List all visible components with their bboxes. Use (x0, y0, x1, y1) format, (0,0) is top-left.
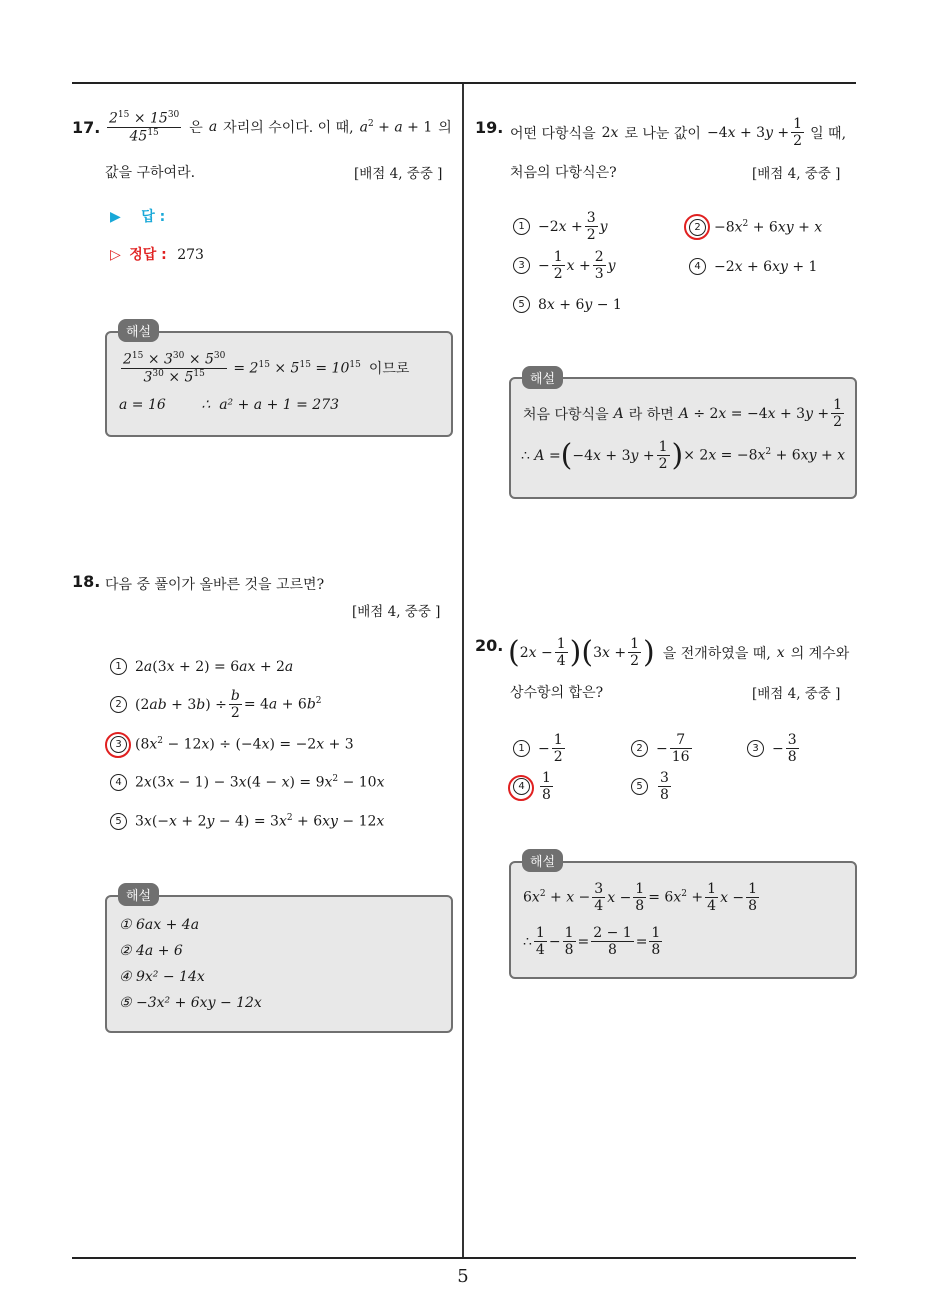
explanation-tag: 해설 (522, 849, 563, 872)
question-number: 17. (72, 118, 101, 137)
explanation-line: ① 6ax + 4a (119, 917, 200, 933)
question-text-line2: 값을 구하여라. (105, 165, 196, 181)
explanation-tag: 해설 (118, 883, 159, 906)
option-5[interactable]: 5 8x + 6y − 1 (513, 296, 622, 313)
option-5[interactable]: 5 $\frac{3}{8}$ (631, 770, 673, 803)
selected-answer-mark (105, 732, 131, 758)
explanation-line: a = 16 ∴ a² + a + 1 = 273 (119, 397, 340, 413)
answer-label: 답 : (141, 209, 166, 225)
explanation-box (509, 377, 857, 499)
option-4[interactable]: 4 $2x(3x - 1) - 3x(4 - x) = 9x^2 - 10x$ (110, 774, 384, 791)
explanation-line: 처음 다항식을 A 라 하면 A ÷ 2x = −4x + 3y + $\frac{1}{2}$ (523, 397, 843, 431)
question-text-line2: 상수항의 합은? (510, 685, 604, 701)
option-3[interactable]: 3 $(8x^2 - 12x) \div (-4x) = -2x + 3$ (110, 736, 354, 753)
selected-answer-mark (508, 775, 534, 801)
option-2[interactable]: 2 $-8x^2 + 6xy + x$ (689, 219, 822, 236)
score-label: [배점 4, 중중 ] (752, 166, 841, 182)
question-number: 19. (475, 118, 504, 137)
score-label: [배점 4, 중중 ] (352, 604, 441, 620)
option-1[interactable]: 1 − $\frac{1}{2}$ (513, 732, 567, 765)
page-number: 5 (457, 1266, 469, 1287)
question-number: 18. (72, 572, 101, 591)
fraction: $\frac{2^{15} \times 15^{30}}{45^{15}}$ (109, 110, 180, 145)
explanation-tag: 해설 (522, 366, 563, 389)
option-1[interactable]: 1 −2x + $\frac{3}{2}$ y (513, 210, 608, 243)
question-text: 어떤 다항식을 2x 로 나눈 값이 −4x + 3y + $\frac{1}{2}$ 일 때, (510, 116, 847, 150)
explanation-line: ④ 9x² − 14x (119, 969, 205, 985)
explanation-line: $\frac{2^{15} \times 3^{30} \times 5^{30}}{3^{30} \times 5^{15}}$ = $2^{15} \times 5^{15} = 10^{15}$ 이므로 (123, 351, 410, 386)
play-arrow-icon: ▶ (110, 209, 121, 225)
option-4[interactable]: 4 −2x + 6xy + 1 (689, 258, 817, 275)
score-label: [배점 4, 중중 ] (752, 686, 841, 702)
correct-value: 273 (177, 247, 204, 263)
explanation-line: ∴ $\frac{1}{4}$ − $\frac{1}{8}$ = $\frac{2 - 1}{8}$ = $\frac{1}{8}$ (523, 925, 661, 959)
score-label: [배점 4, 중중 ] (354, 166, 443, 182)
option-5[interactable]: 5 $3x(-x + 2y - 4) = 3x^2 + 6xy - 12x$ (110, 813, 384, 830)
answer-blank-row (110, 206, 165, 226)
option-3[interactable]: 3 − $\frac{1}{2}$ x + $\frac{2}{3}$ y (513, 249, 616, 282)
question-text: $\frac{2^{15} \times 15^{30}}{45^{15}}$ 은 a 자리의 수이다. 이 때, $a^2 + a + 1$ 의 (109, 110, 452, 145)
option-2[interactable]: 2 (2ab + 3b) ÷ $\frac{b}{2}$ = $4a + 6b^2$ (110, 688, 322, 721)
question-text-line2: 처음의 다항식은? (510, 165, 617, 181)
explanation-line: ⑤ −3x² + 6xy − 12x (119, 995, 262, 1011)
selected-answer-mark (684, 214, 710, 240)
option-4[interactable]: 4 $\frac{1}{8}$ (513, 770, 555, 803)
option-1[interactable]: 1 2a(3x + 2) = 6ax + 2a (110, 658, 293, 675)
explanation-box (509, 861, 857, 979)
explanation-line: $6x^2 + x$ − $\frac{3}{4}$ x − $\frac{1}{8}$ = $6x^2$ + $\frac{1}{4}$ x − $\frac{1}{8}$ (523, 881, 758, 915)
question-number: 20. (475, 636, 504, 655)
bottom-rule (72, 1257, 856, 1259)
outline-arrow-icon: ▷ (110, 247, 121, 263)
top-rule (72, 82, 856, 84)
option-2[interactable]: 2 − $\frac{7}{16}$ (631, 732, 694, 765)
question-text: ( 2x − $\frac{1}{4}$ ) ( 3x + $\frac{1}{2}$ ) 을 전개하였을 때, x 의 계수와 (508, 634, 850, 670)
column-divider (462, 84, 464, 1259)
explanation-tag: 해설 (118, 319, 159, 342)
explanation-box (105, 331, 453, 437)
correct-answer-row (110, 244, 204, 264)
explanation-line: ② 4a + 6 (119, 943, 183, 959)
option-3[interactable]: 3 − $\frac{3}{8}$ (747, 732, 801, 765)
explanation-box (105, 895, 453, 1033)
correct-label: 정답 : (129, 247, 167, 263)
question-text: 다음 중 풀이가 올바른 것을 고르면? (105, 577, 325, 593)
explanation-line: ∴ A = ( −4x + 3y + $\frac{1}{2}$ ) × $2x = -8x^2 + 6xy + x$ (521, 437, 846, 473)
